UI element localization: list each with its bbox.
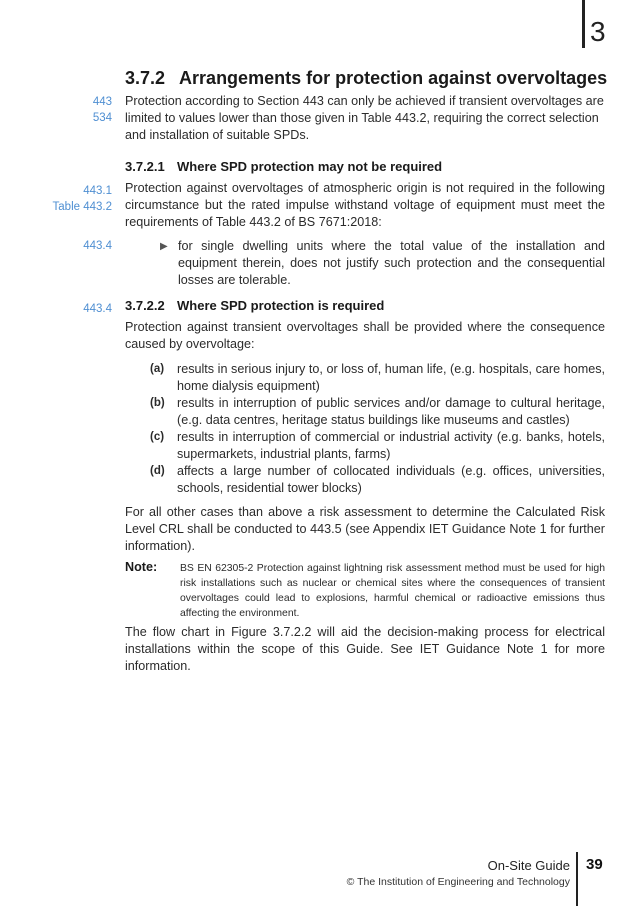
- note-label: Note:: [125, 560, 158, 574]
- subsection-title-text: Where SPD protection is required: [177, 298, 385, 313]
- page-number: 39: [586, 856, 603, 873]
- margin-ref: 443.4: [83, 303, 112, 315]
- list-item: [150, 361, 605, 395]
- list-item: [150, 395, 605, 429]
- list-item: [150, 429, 605, 463]
- other-cases-paragraph: For all other cases than above a risk assessment to determine the Calculated Risk Level CRL shall be conducted to 443.5 (see Appendix IET Guidance Note 1 for further information).: [125, 505, 605, 553]
- chapter-number: 3: [590, 16, 606, 47]
- list-label: (a): [150, 363, 165, 375]
- footer-guide-title: On-Site Guide: [487, 858, 570, 873]
- list-label: (d): [150, 465, 165, 477]
- list-label: (c): [150, 431, 165, 443]
- section-title: [125, 68, 607, 89]
- margin-ref: 443.4: [83, 240, 112, 252]
- sub2-paragraph: Protection against transient overvoltages shall be provided where the consequence caused by overvoltage:: [125, 320, 605, 351]
- subsection-title: [125, 159, 442, 174]
- list-text: results in serious injury to, or loss of, human life, (e.g. hospitals, care homes, home dialysis equipment): [177, 362, 605, 393]
- list-text: affects a large number of collocated individuals (e.g. offices, universities, schools, residential tower blocks): [177, 464, 605, 495]
- bullet-triangle-icon: ▶: [160, 241, 168, 252]
- list-text: results in interruption of public services and/or damage to cultural heritage, (e.g. data centres, heritage status buildings like museums and castles): [177, 396, 605, 427]
- note-text: BS EN 62305-2 Protection against lightning risk assessment method must be used for high risk installations such as nuclear or chemical sites where the consequences of transient overvoltages could lead to explosions, harmful chemical or radioactive emissions thus affecting the environment.: [180, 563, 605, 619]
- bullet-item: [160, 238, 605, 289]
- intro-line: limited to values lower than those given in Table 443.2, requiring the correct selection: [125, 111, 599, 125]
- subsection-title: [125, 298, 384, 313]
- margin-ref: 443.1: [83, 185, 112, 197]
- list-text: results in interruption of commercial or industrial activity (e.g. banks, hotels, supermarkets, industrial plants, farms): [177, 430, 605, 461]
- subsection-title-text: Where SPD protection may not be required: [177, 159, 443, 174]
- section-number: 3.7.2: [125, 68, 166, 88]
- intro-paragraph: [125, 93, 605, 144]
- bullet-text: for single dwelling units where the total value of the installation and equipment therein, does not justify such protection and the consequential losses are tolerable.: [178, 239, 605, 287]
- margin-ref: 443: [92, 96, 112, 108]
- sub1-paragraph: Protection against overvoltages of atmospheric origin is not required in the following circumstance but the rated impulse withstand voltage of equipment must meet the requirements of Table 443.2 of BS 7671:2018:: [125, 181, 605, 229]
- subsection-number: 3.7.2.2: [125, 298, 165, 313]
- subsection-number: 3.7.2.1: [125, 159, 165, 174]
- section-title-text: Arrangements for protection against overvoltages: [179, 68, 608, 88]
- footer-divider: [576, 852, 578, 906]
- intro-line: and installation of suitable SPDs.: [125, 128, 310, 142]
- margin-ref: Table 443.2: [52, 201, 112, 213]
- list-item: [150, 463, 605, 497]
- margin-ref: 534: [92, 112, 112, 124]
- list-label: (b): [150, 397, 165, 409]
- footer-copyright: © The Institution of Engineering and Technology: [346, 876, 570, 888]
- chapter-divider: [582, 0, 585, 48]
- intro-line: Protection according to Section 443 can only be achieved if transient overvoltages are: [125, 94, 604, 108]
- flowchart-paragraph: The flow chart in Figure 3.7.2.2 will aid the decision-making process for electrical installations within the scope of this Guide. See IET Guidance Note 1 for more information.: [125, 625, 605, 673]
